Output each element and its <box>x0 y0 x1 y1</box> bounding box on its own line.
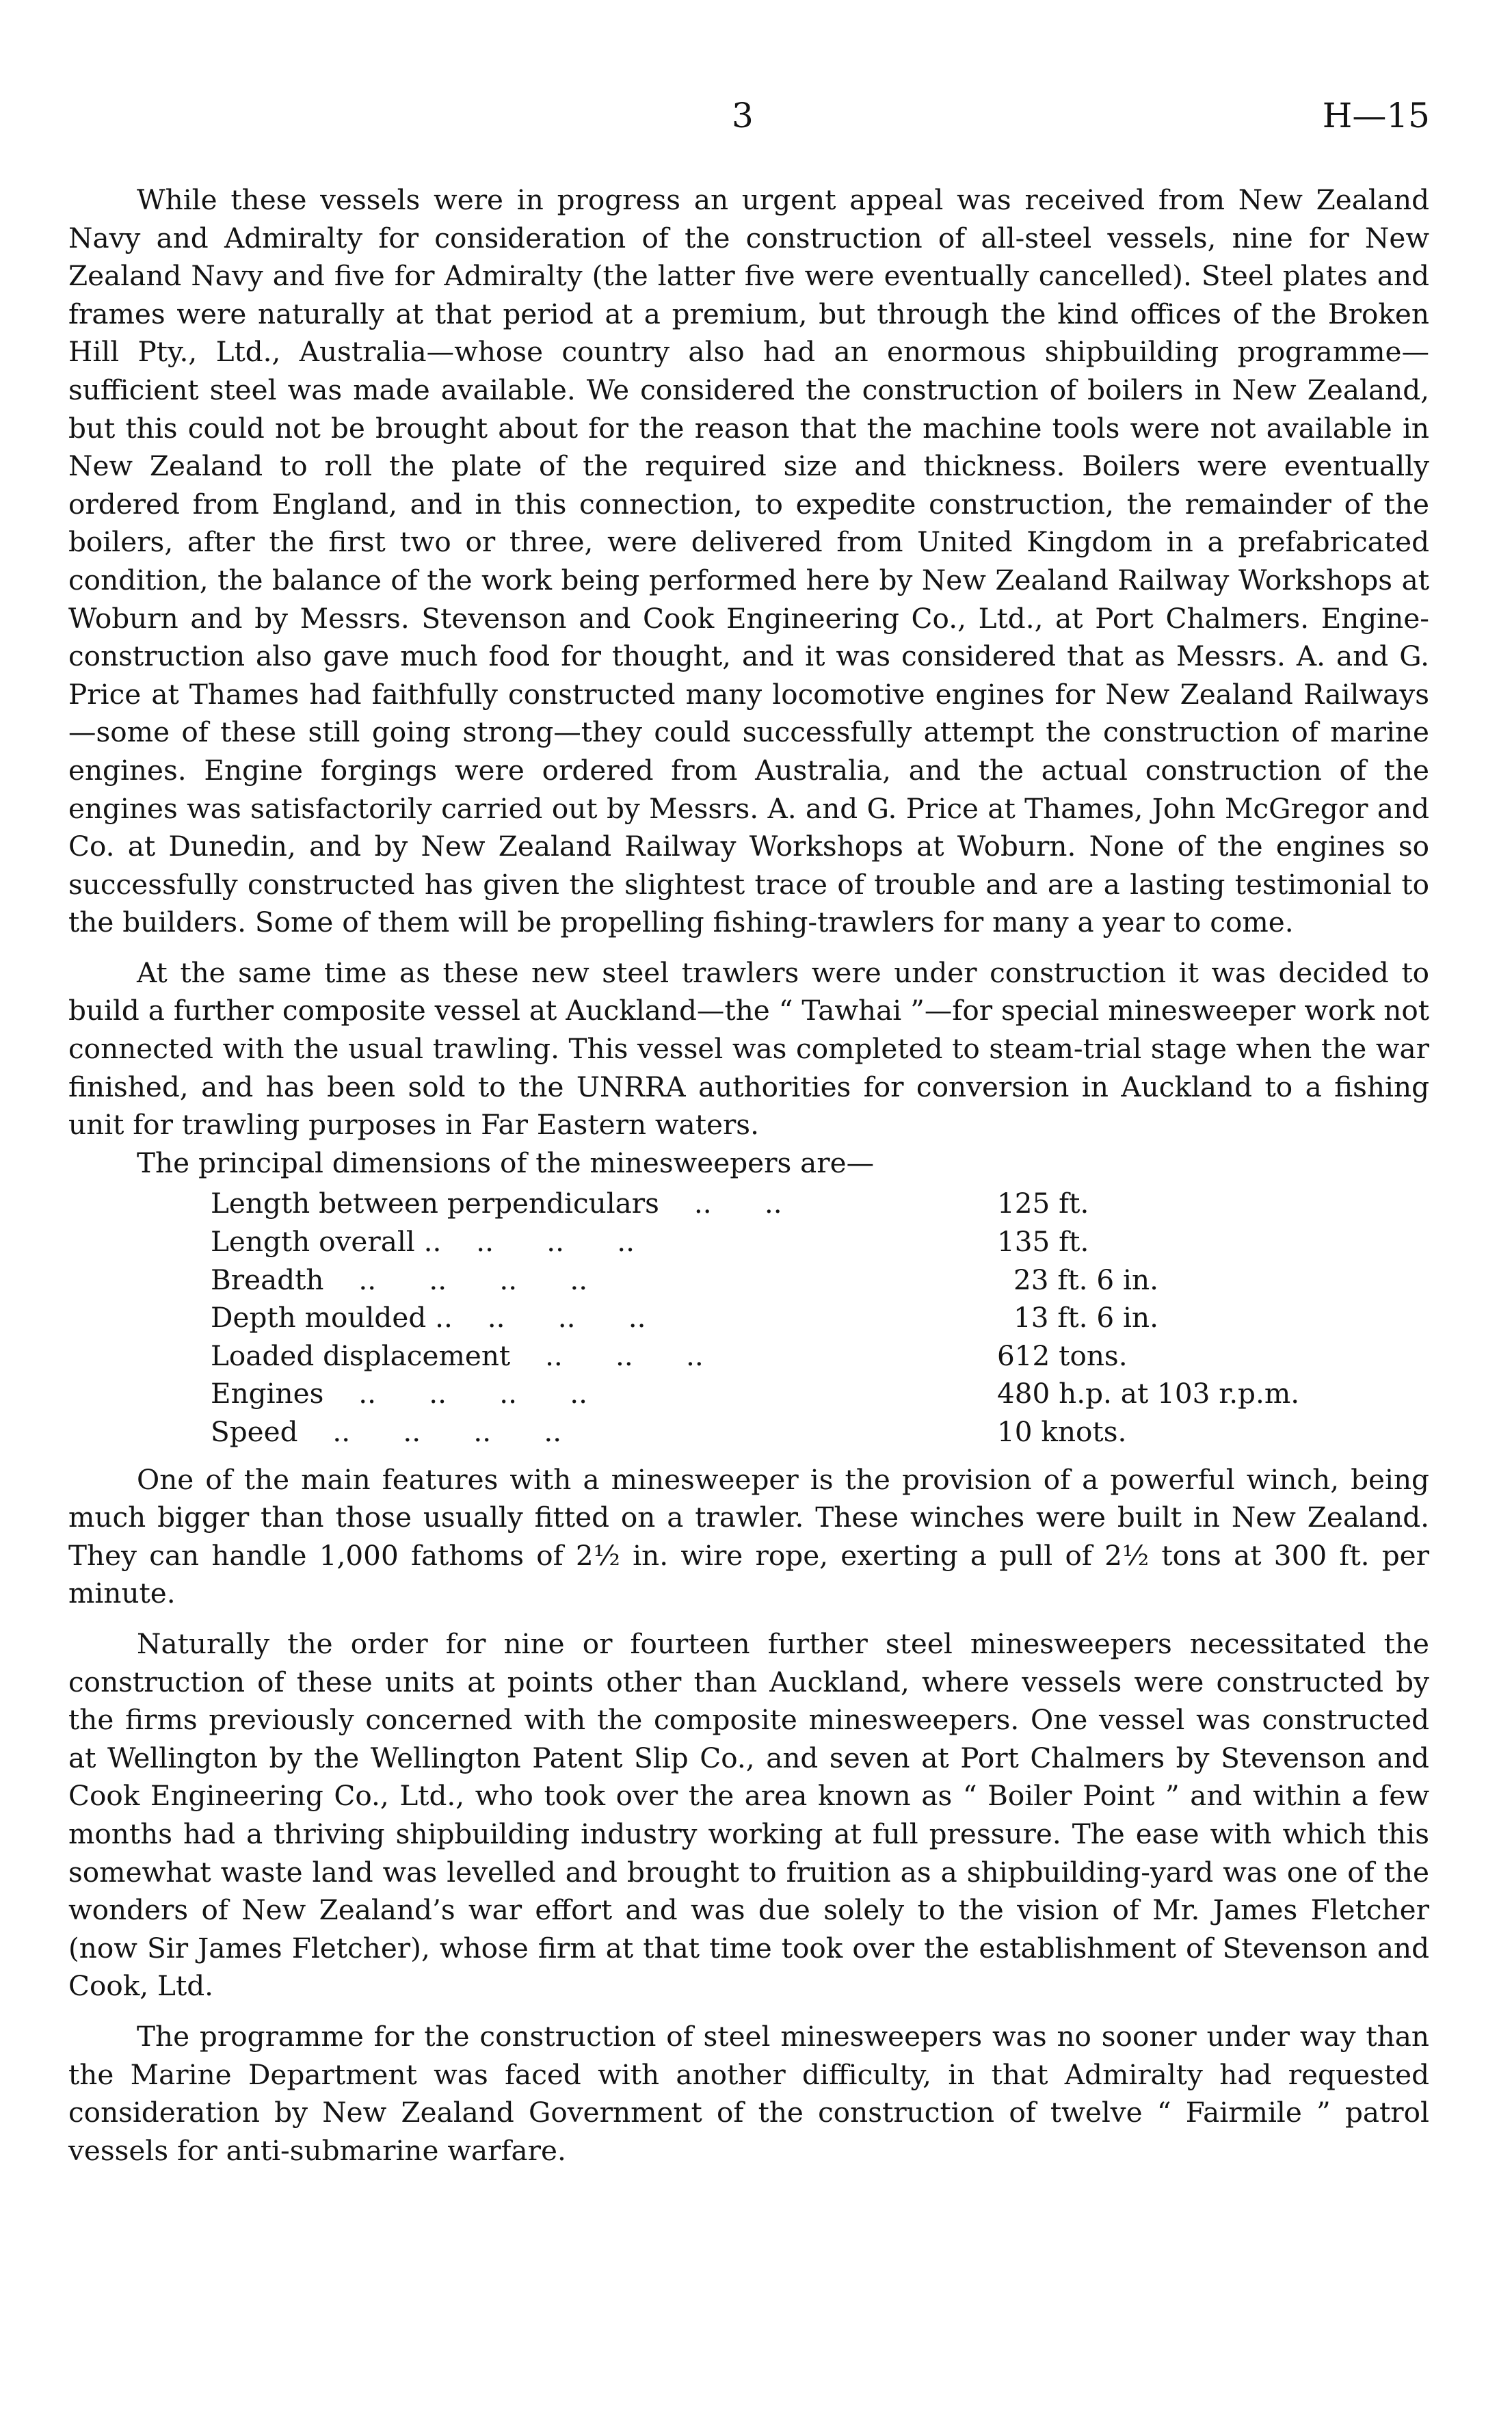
dimension-value: 10 knots. <box>997 1415 1127 1448</box>
paragraph-further-minesweepers: Naturally the order for nine or fourteen further steel minesweepers necessitated the construction of these units at points other than Auckland, where vessels were constructed by the firms previously concerned with the composite minesweepers. One vessel was constructed at Wellington by the Wellington Patent Slip Co., and seven at Port Chalmers by Stevenson and Cook Engineering Co., Ltd., who took over the area known as “ Boiler Point ” and within a few months had a thriving shipbuilding industry working at full pressure. The ease with which this somewhat waste land was levelled and brought to fruition as a shipbuilding-yard was one of the wonders of New Zealand’s war effort and was due solely to the vision of Mr. James Fletcher (now Sir James Fletcher), whose firm at that time took over the establishment of Stevenson and Cook, Ltd. <box>68 1627 1429 2003</box>
dimension-label: Length between perpendiculars <box>211 1187 659 1220</box>
dimension-value: 135 ft. <box>997 1225 1089 1259</box>
paragraph-winch: One of the main features with a minesweeper is the provision of a powerful winch, being much bigger than those usually fitted on a trawler. These winches were built in New Zealand. They can handle 1,000 fathoms of 2½ in. wire rope, exerting a pull of 2½ tons at 300 ft. per minute. <box>68 1462 1429 1610</box>
dimension-leader-dots: .. .. .. .. <box>332 1415 562 1448</box>
page-body <box>68 181 1429 2170</box>
dimension-value: 612 tons. <box>997 1339 1128 1372</box>
document-reference: H—15 <box>1322 96 1430 135</box>
paragraph-steel-vessels: While these vessels were in progress an urgent appeal was received from New Zealand Navy and Admiralty for consideration of the construction of all-steel vessels, nine for New Zealand Navy and five for Admiralty (the latter five were eventually cancelled). Steel plates and frames were naturally at that period at a premium, but through the kind offices of the Broken Hill Pty., Ltd., Australia—whose country also had an enormous shipbuilding programme—sufficient steel was made available. We considered the construction of boilers in New Zealand, but this could not be brought about for the reason that the machine tools were not available in New Zealand to roll the plate of the required size and thickness. Boilers were eventually ordered from England, and in this connection, to expedite construction, the remainder of the boilers, after the first two or three, were delivered from United Kingdom in a prefabricated condition, the balance of the work being performed here by New Zealand Railway Workshops at Woburn and by Messrs. Stevenson and Cook Engineering Co., Ltd., at Port Chalmers. Engine-construction also gave much food for thought, and it was considered that as Messrs. A. and G. Price at Thames had faithfully constructed many locomotive engines for New Zealand Railways—some of these still going strong—they could successfully attempt the construction of marine engines. Engine forgings were ordered from Australia, and the actual construction of the engines was satisfactorily carried out by Messrs. A. and G. Price at Thames, John McGregor and Co. at Dunedin, and by New Zealand Railway Workshops at Woburn. None of the engines so successfully constructed has given the slightest trace of trouble and are a lasting testimonial to the builders. Some of them will be propelling fishing-trawlers for many a year to come. <box>68 183 1429 939</box>
paragraph-fairmile: The programme for the construction of steel minesweepers was no sooner under way than the Marine Department was faced with another difficulty, in that Admiralty had requested consideration by New Zealand Government of the construction of twelve “ Fairmile ” patrol vessels for anti-submarine warfare. <box>68 2019 1429 2167</box>
dimension-value: 23 ft. 6 in. <box>1013 1263 1158 1296</box>
dimension-label: Speed <box>211 1415 298 1448</box>
dimension-row <box>211 1185 1299 1223</box>
dimension-label: Length overall .. <box>211 1225 442 1259</box>
dimension-leader-dots: .. .. .. <box>487 1301 646 1335</box>
dimension-label: Loaded displacement <box>211 1339 511 1372</box>
dimension-leader-dots: .. .. .. <box>545 1339 704 1372</box>
dimension-leader-dots: .. .. .. .. <box>358 1263 588 1296</box>
dimension-leader-dots: .. .. <box>693 1187 782 1220</box>
dimension-leader-dots: .. .. .. .. <box>358 1377 587 1410</box>
page-number: 3 <box>732 96 754 135</box>
dimension-value: 13 ft. 6 in. <box>1013 1301 1158 1335</box>
dimensions-table <box>211 1185 1299 1451</box>
dimension-leader-dots: .. .. .. <box>476 1225 635 1259</box>
dimension-label: Breadth <box>211 1263 324 1296</box>
dimension-label: Engines <box>211 1377 324 1410</box>
paragraph-tawhai: At the same time as these new steel trawlers were under construction it was decided to build a further composite vessel at Auckland—the “ Tawhai ”—for special minesweeper work not connected with the usual trawling. This vessel was completed to steam-trial stage when the war finished, and has been sold to the UNRRA authorities for conversion in Auckland to a fishing unit for trawling purposes in Far Eastern waters. <box>68 956 1429 1142</box>
page-header <box>0 96 1512 150</box>
dimension-row <box>211 1375 1299 1413</box>
dimension-row <box>211 1223 1299 1261</box>
dimension-value: 480 h.p. at 103 r.p.m. <box>997 1377 1300 1410</box>
dimension-row <box>211 1337 1299 1376</box>
dimension-row <box>211 1413 1299 1451</box>
dimension-value: 125 ft. <box>997 1187 1089 1220</box>
dimension-row <box>211 1261 1299 1300</box>
dimensions-intro: The principal dimensions of the minesweepers are— <box>137 1146 875 1179</box>
dimension-row <box>211 1299 1299 1337</box>
dimension-label: Depth moulded .. <box>211 1301 453 1335</box>
